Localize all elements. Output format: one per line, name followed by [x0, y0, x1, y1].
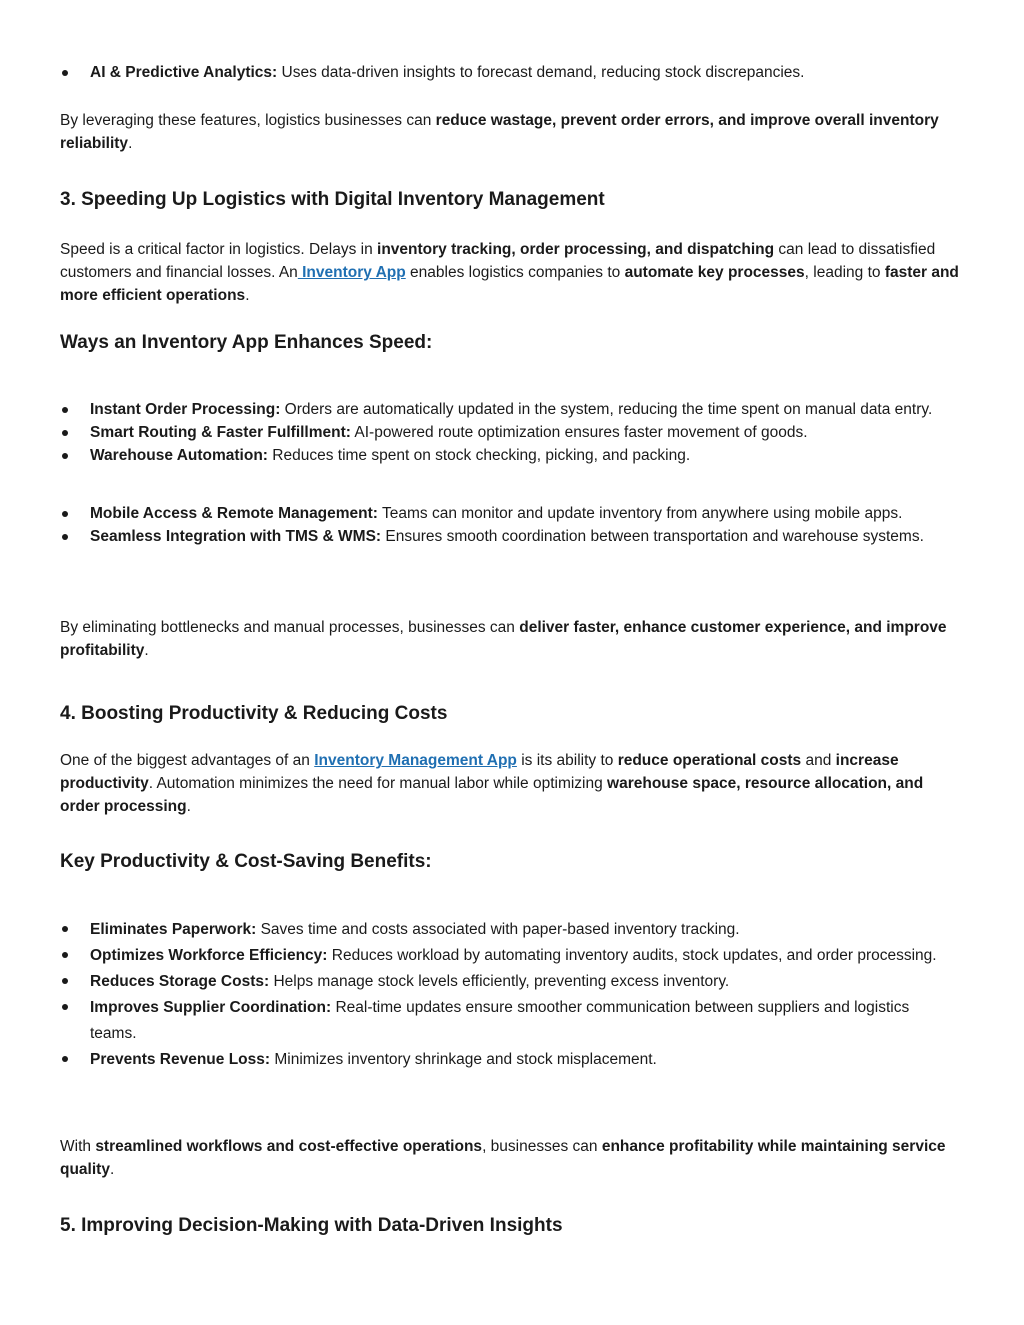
text-run: . Automation minimizes the need for manual labor while optimizing [148, 775, 608, 792]
cost-saving-subheading: Key Productivity & Cost-Saving Benefits: [60, 851, 432, 872]
speed-subheading: Ways an Inventory App Enhances Speed: [60, 332, 433, 353]
bold-run: warehouse space, resource allocation, and order processing [60, 775, 924, 815]
list-item [60, 917, 960, 943]
text-run: , leading to [804, 264, 885, 281]
list-item [60, 969, 960, 995]
speed-bullets-group-a [60, 398, 960, 467]
bullet-label: Optimizes Workforce Efficiency: [90, 947, 328, 964]
bullet-text: Saves time and costs associated with paper-based inventory tracking. [256, 921, 740, 938]
section-4-paragraph [60, 749, 960, 818]
text-run: . [245, 287, 250, 304]
bold-run: deliver faster, enhance customer experience, and improve profitability [60, 619, 947, 659]
speed-bullets-group-b [60, 502, 960, 548]
list-item [60, 444, 960, 467]
list-item [60, 525, 960, 548]
list-item [60, 61, 960, 84]
list-item [60, 943, 960, 969]
list-item [60, 502, 960, 525]
bold-run: enhance profitability while maintaining service quality [60, 1138, 946, 1178]
bullet-text: Orders are automatically updated in the system, reducing the time spent on manual data entry. [280, 401, 933, 418]
text-run: . [144, 642, 149, 659]
text-run: . [109, 1161, 115, 1178]
bullet-text: Uses data-driven insights to forecast demand, reducing stock discrepancies. [277, 64, 805, 81]
section-3-closing-paragraph [60, 616, 960, 662]
bullet-text: Reduces time spent on stock checking, picking, and packing. [267, 447, 691, 464]
bullet-text: Minimizes inventory shrinkage and stock misplacement. [270, 1051, 657, 1068]
bold-run: faster and more efficient operations [60, 264, 959, 304]
bold-run: reduce wastage, prevent order errors, and improve overall inventory reliability [60, 112, 939, 152]
text-run: and [801, 752, 836, 769]
bullet-label: AI & Predictive Analytics: [90, 64, 278, 81]
bullet-label: Prevents Revenue Loss: [90, 1051, 271, 1068]
bold-run: automate key processes [624, 264, 805, 281]
bullet-label: Reduces Storage Costs: [90, 973, 270, 990]
bullet-text: Teams can monitor and update inventory from anywhere using mobile apps. [377, 505, 903, 522]
text-run: By eliminating bottlenecks and manual processes, businesses can [60, 619, 520, 636]
bullet-text: Real-time updates ensure smoother communication between suppliers and logistics teams. [90, 999, 910, 1042]
bullet-label: Instant Order Processing: [90, 401, 281, 418]
bullet-label: Seamless Integration with TMS & WMS: [90, 528, 382, 545]
list-item [60, 1047, 960, 1073]
ai-analytics-bullet-list [60, 61, 960, 84]
bullet-label: Eliminates Paperwork: [90, 921, 257, 938]
section-4-closing-paragraph [60, 1135, 960, 1181]
text-run: One of the biggest advantages of an [60, 752, 315, 769]
bullet-text: AI-powered route optimization ensures faster movement of goods. [350, 424, 808, 441]
inventory-app-link[interactable]: Inventory App [297, 264, 406, 281]
bold-run: reduce operational costs [617, 752, 802, 769]
text-run: Speed is a critical factor in logistics. Delays in [60, 241, 378, 258]
bullet-text: Ensures smooth coordination between transportation and warehouse systems. [381, 528, 924, 545]
bullet-label: Mobile Access & Remote Management: [90, 505, 378, 522]
bullet-text: Reduces workload by automating inventory audits, stock updates, and order processing. [327, 947, 937, 964]
text-run: is its ability to [516, 752, 618, 769]
bullet-label: Improves Supplier Coordination: [90, 999, 332, 1016]
text-run: With [60, 1138, 96, 1155]
section-3-paragraph [60, 238, 960, 307]
list-item [60, 421, 960, 444]
text-run: . [128, 135, 133, 152]
text-run: can lead to dissatisfied customers and financial losses. An [60, 241, 936, 281]
text-run: By leveraging these features, logistics businesses can [60, 112, 436, 129]
features-summary-paragraph [60, 109, 960, 155]
bold-run: streamlined workflows and cost-effective operations [95, 1138, 483, 1155]
text-run: enables logistics companies to [405, 264, 625, 281]
bold-run: inventory tracking, order processing, and dispatching [377, 241, 775, 258]
bullet-text: Helps manage stock levels efficiently, preventing excess inventory. [269, 973, 730, 990]
text-run: . [186, 798, 191, 815]
list-item [60, 995, 960, 1047]
inventory-management-app-link[interactable]: Inventory Management App [314, 752, 517, 769]
bold-run: increase productivity [60, 752, 899, 792]
text-run: , businesses can [482, 1138, 602, 1155]
section-3-heading: 3. Speeding Up Logistics with Digital Inventory Management [60, 189, 605, 210]
list-item [60, 398, 960, 421]
bullet-label: Smart Routing & Faster Fulfillment: [90, 424, 351, 441]
section-5-heading: 5. Improving Decision-Making with Data-Driven Insights [60, 1215, 563, 1236]
section-4-heading: 4. Boosting Productivity & Reducing Costs [60, 703, 448, 724]
cost-saving-bullets [60, 917, 960, 1073]
bullet-label: Warehouse Automation: [90, 447, 268, 464]
